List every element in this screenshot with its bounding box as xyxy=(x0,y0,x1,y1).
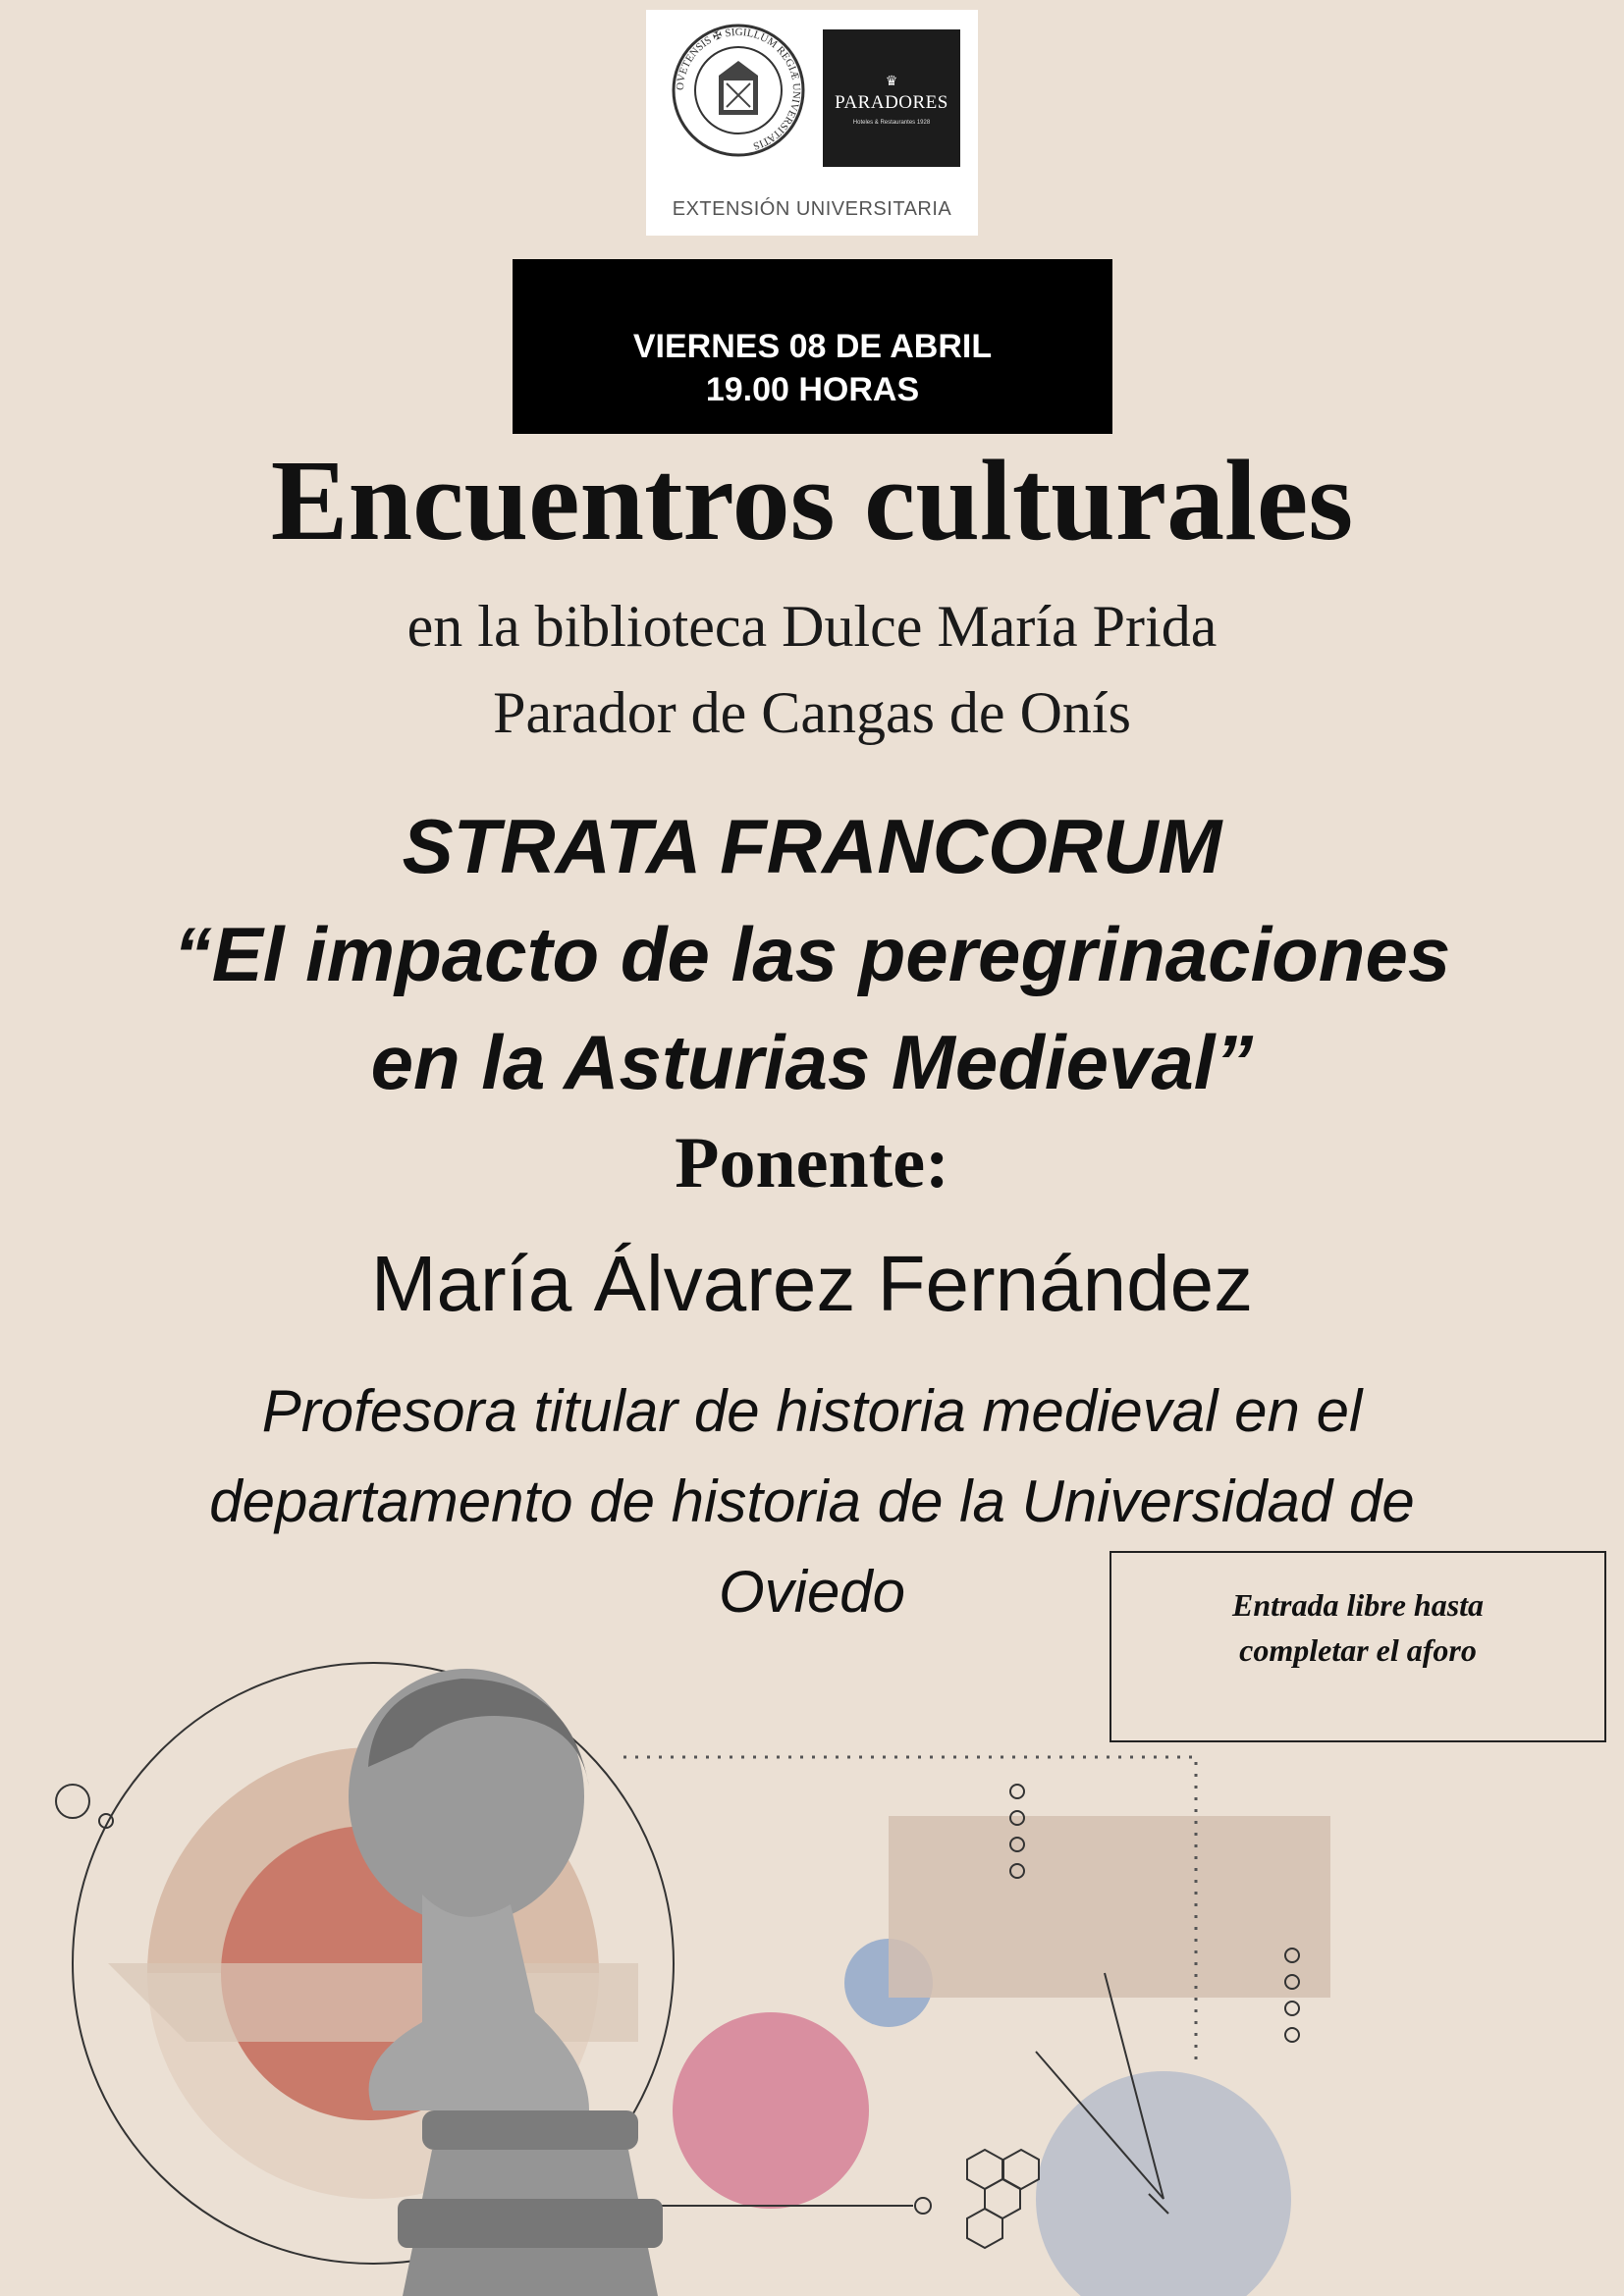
speaker-bio-line-1: Profesora titular de historia medieval en el xyxy=(261,1378,1363,1444)
pink-circle xyxy=(673,2012,869,2209)
hexagon-cluster-icon xyxy=(967,2150,1039,2248)
university-seal-icon xyxy=(670,22,807,159)
speaker-bio-line-2: departamento de historia de la Universidad de xyxy=(209,1468,1415,1534)
paradores-subtitle: Hoteles & Restaurantes 1928 xyxy=(852,120,931,126)
event-date: VIERNES 08 DE ABRIL xyxy=(632,328,993,365)
date-time-box xyxy=(513,259,1112,434)
small-ring-icon xyxy=(56,1785,89,1818)
crown-icon: ♛ xyxy=(885,73,898,88)
event-time: 19.00 HORAS xyxy=(705,371,920,408)
entry-line-1: Entrada libre hasta xyxy=(1231,1587,1485,1623)
decorative-artwork xyxy=(0,1649,1624,2296)
tan-rectangle xyxy=(889,1816,1330,1998)
speaker-name: María Álvarez Fernández xyxy=(370,1240,1254,1327)
speaker-bio-line-3: Oviedo xyxy=(718,1559,906,1625)
tan-band xyxy=(108,1963,638,2042)
speaker-label: Ponente: xyxy=(675,1123,949,1203)
venue-line-1: en la biblioteca Dulce María Prida xyxy=(406,594,1218,659)
entry-line-2: completar el aforo xyxy=(1239,1632,1477,1668)
extension-label: EXTENSIÓN UNIVERSITARIA xyxy=(672,198,952,220)
talk-title: STRATA FRANCORUM xyxy=(402,803,1222,889)
talk-subtitle-line-1: “El impacto de las peregrinaciones xyxy=(173,911,1451,997)
svg-text:OVETENSIS ✠ SIGILLUM REGIÆ UNI: OVETENSIS ✠ SIGILLUM REGIÆ UNIVERSITATIS xyxy=(674,26,803,152)
paradores-brand: PARADORES xyxy=(835,92,948,113)
end-ring-icon xyxy=(915,2198,931,2214)
series-title: Encuentros culturales xyxy=(270,436,1354,564)
paradores-logo xyxy=(823,29,960,167)
venue-line-2: Parador de Cangas de Onís xyxy=(493,680,1131,745)
talk-subtitle-line-2: en la Asturias Medieval” xyxy=(370,1019,1254,1105)
grey-blue-circle xyxy=(1036,2071,1291,2296)
institution-logos xyxy=(646,10,978,236)
